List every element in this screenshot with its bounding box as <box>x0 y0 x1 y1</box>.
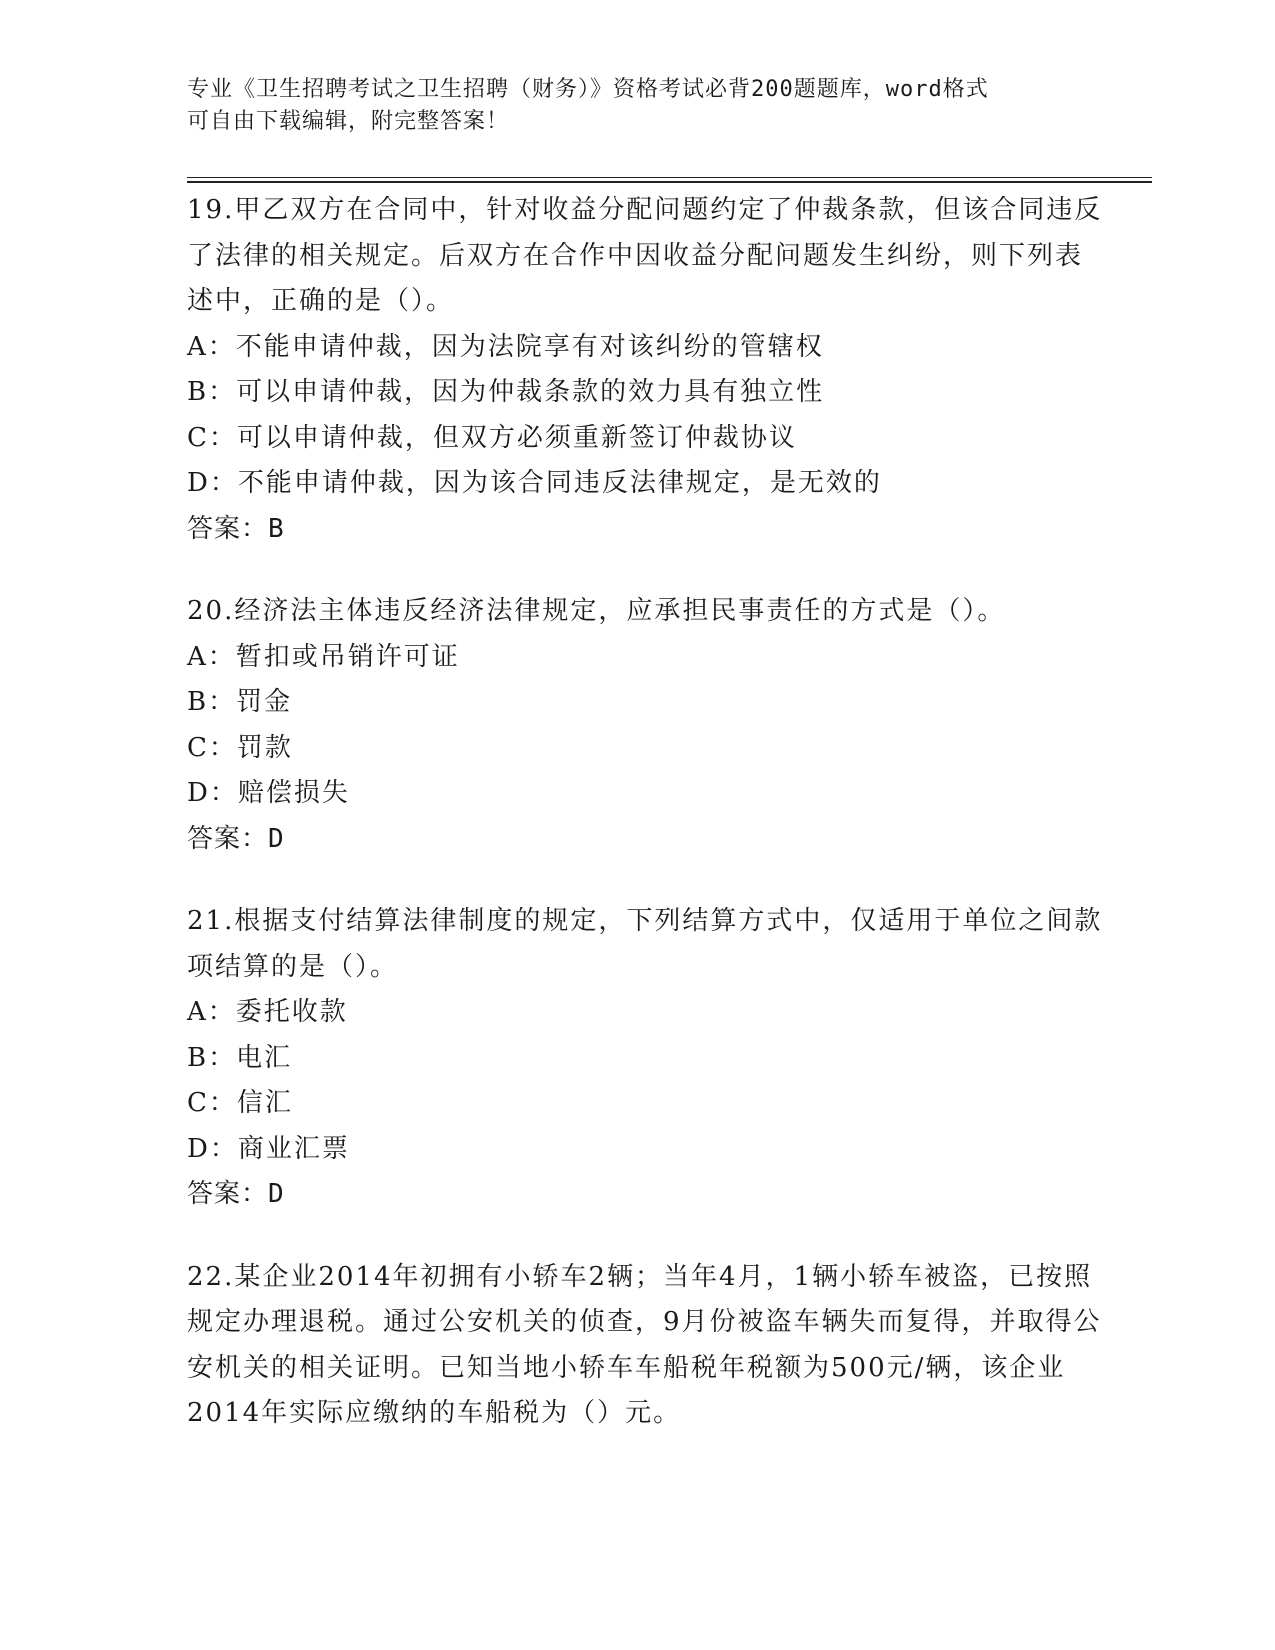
option-d: D：不能申请仲裁，因为该合同违反法律规定，是无效的 <box>187 468 882 498</box>
answer: 答案：D <box>187 823 285 854</box>
question-list <box>187 188 1107 1474</box>
header-divider-thick <box>187 181 1152 183</box>
header-line-1: 专业《卫生招聘考试之卫生招聘（财务）》资格考试必背200题题库，word格式 <box>187 77 989 102</box>
answer: 答案：B <box>187 513 285 544</box>
option-b: B：可以申请仲裁，因为仲裁条款的效力具有独立性 <box>187 377 825 407</box>
question-19 <box>187 188 1107 552</box>
option-b: B：罚金 <box>187 687 293 717</box>
question-20 <box>187 589 1107 862</box>
option-d: D：赔偿损失 <box>187 778 350 808</box>
option-c: C：可以申请仲裁，但双方必须重新签订仲裁协议 <box>187 422 797 453</box>
header-divider-thin <box>187 177 1152 178</box>
answer: 答案：D <box>187 1179 285 1209</box>
question-stem: 21.根据支付结算法律制度的规定，下列结算方式中，仅适用于单位之间款项结算的是（）。 <box>187 906 1103 982</box>
option-b: B：电汇 <box>187 1042 293 1073</box>
question-stem: 20.经济法主体违反经济法律规定，应承担民事责任的方式是（）。 <box>187 596 1006 626</box>
option-a: A：不能申请仲裁，因为法院享有对该纠纷的管辖权 <box>187 331 824 362</box>
option-d: D：商业汇票 <box>187 1133 350 1164</box>
option-c: C：罚款 <box>187 732 293 763</box>
header-line-2: 可自由下载编辑，附完整答案！ <box>187 109 510 134</box>
option-a: A：委托收款 <box>187 997 348 1027</box>
question-21 <box>187 899 1107 1218</box>
document-header <box>187 74 1087 138</box>
option-c: C：信汇 <box>187 1088 293 1118</box>
question-22 <box>187 1255 1107 1437</box>
option-a: A：暂扣或吊销许可证 <box>187 641 460 672</box>
question-stem: 19.甲乙双方在合同中，针对收益分配问题约定了仲裁条款，但该合同违反了法律的相关规定。后双方在合作中因收益分配问题发生纠纷，则下列表述中，正确的是（）。 <box>187 195 1103 316</box>
question-stem: 22.某企业2014年初拥有小轿车2辆；当年4月，1辆小轿车被盗，已按照规定办理退税。通过公安机关的侦查，9月份被盗车辆失而复得，并取得公安机关的相关证明。已知当地小轿车车船税年税额为500元/辆，该企业2014年实际应缴纳的车船税为（）元。 <box>187 1261 1102 1428</box>
